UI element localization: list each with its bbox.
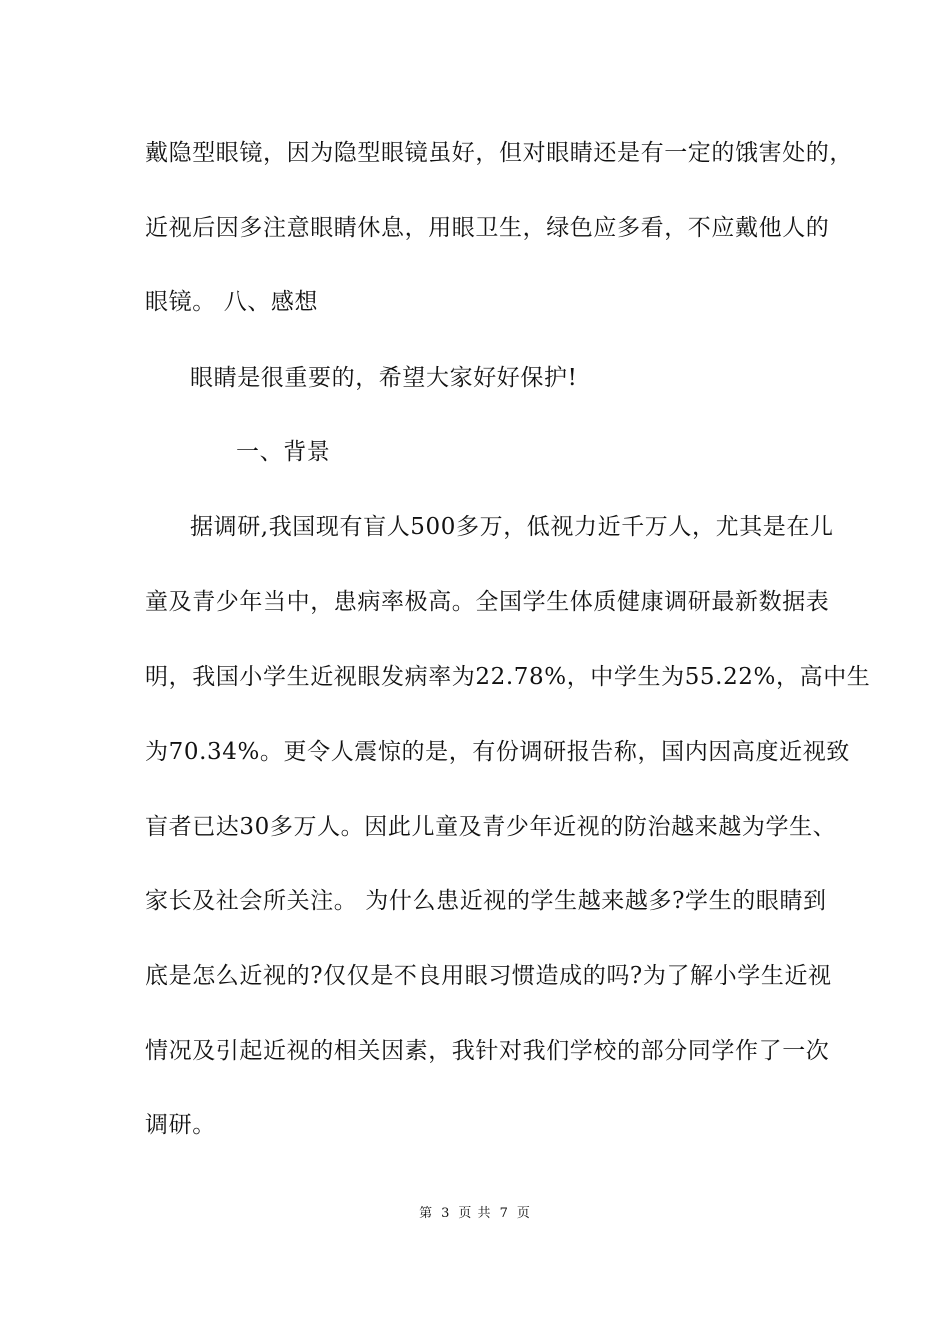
footer-prefix: 第 — [419, 1206, 434, 1221]
text-line: 明，我国小学生近视眼发病率为22.78%，中学生为55.22%，高中生 — [145, 664, 871, 690]
footer-middle: 页 共 — [458, 1206, 492, 1221]
text-line: 戴隐型眼镜，因为隐型眼镜虽好，但对眼睛还是有一定的饿害处的， — [145, 140, 853, 166]
footer-total-pages: 7 — [499, 1206, 509, 1221]
text-line: 据调研,我国现有盲人500多万，低视力近千万人，尤其是在儿 — [190, 514, 834, 540]
text-line: 眼睛是很重要的，希望大家好好保护! — [190, 365, 578, 391]
text-line: 家长及社会所关注。 为什么患近视的学生越来越多?学生的眼睛到 — [145, 888, 827, 914]
text-line: 童及青少年当中，患病率极高。全国学生体质健康调研最新数据表 — [145, 589, 830, 615]
text-line: 调研。 — [145, 1112, 216, 1138]
text-line: 眼镜。 八、感想 — [145, 289, 319, 315]
text-line: 盲者已达30多万人。因此儿童及青少年近视的防治越来越为学生、 — [145, 814, 837, 840]
text-line: 情况及引起近视的相关因素，我针对我们学校的部分同学作了一次 — [145, 1038, 830, 1064]
footer-suffix: 页 — [516, 1206, 531, 1221]
page-number-footer — [0, 1205, 950, 1223]
text-line: 近视后因多注意眼睛休息，用眼卫生，绿色应多看，不应戴他人的 — [145, 215, 830, 241]
text-line: 底是怎么近视的?仅仅是不良用眼习惯造成的吗?为了解小学生近视 — [145, 963, 832, 989]
text-line: 为70.34%。更令人震惊的是，有份调研报告称，国内因高度近视致 — [145, 739, 850, 765]
footer-page-number: 3 — [441, 1206, 451, 1221]
section-heading: 一、背景 — [236, 439, 331, 465]
